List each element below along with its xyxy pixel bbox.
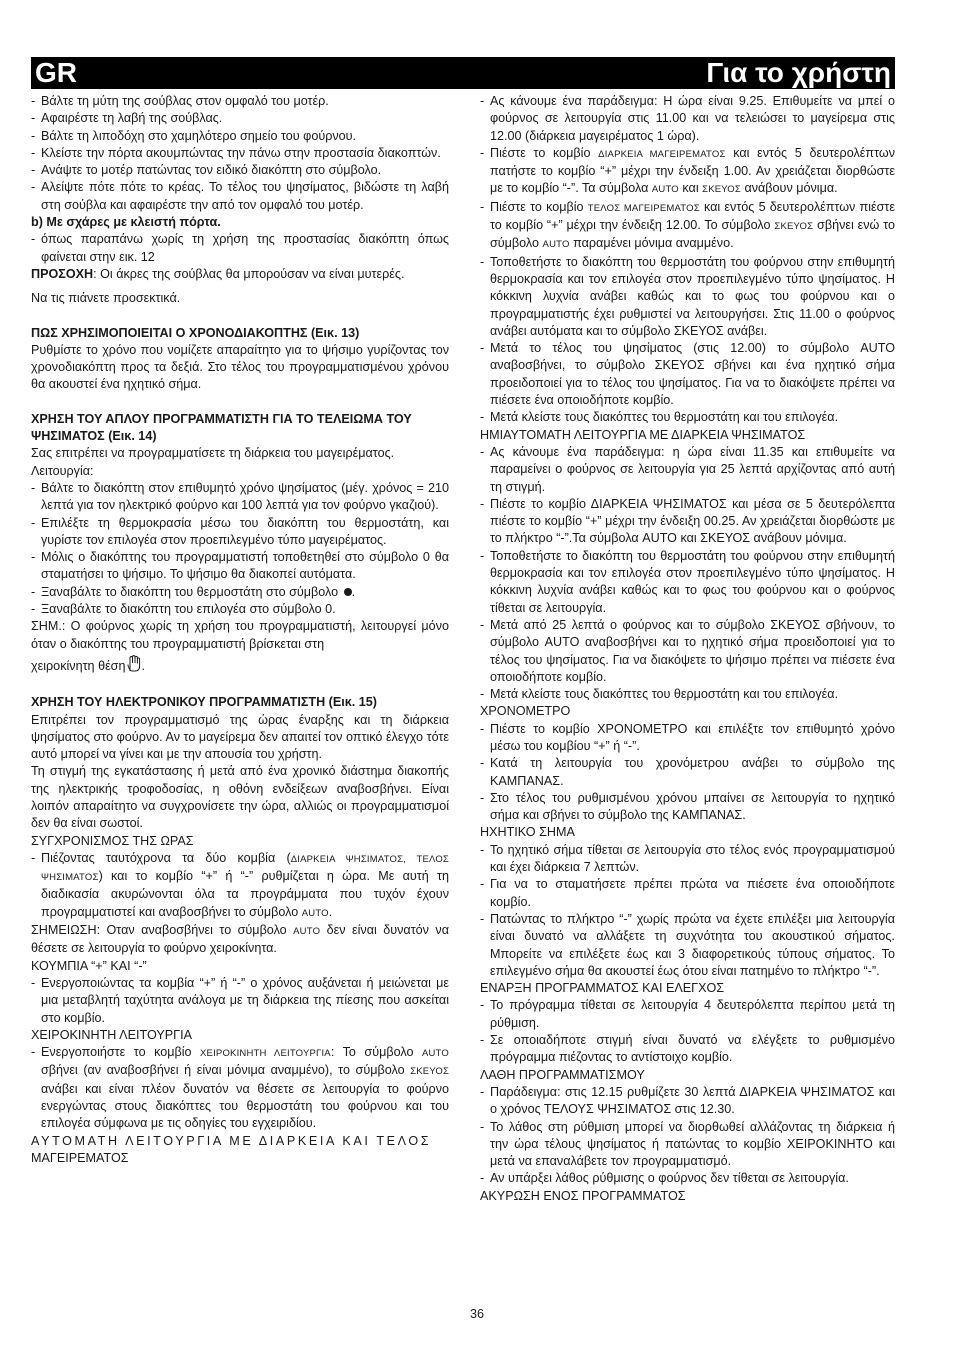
subheading-semi-auto: ΗΜΙΑΥΤΟΜΑΤΗ ΛΕΙΤΟΥΡΓΙΑ ΜΕ ΔΙΑΡΚΕΙΑ ΨΗΣΙΜΑΤΟΣ xyxy=(480,427,806,442)
list-item: - Ξαναβάλτε το διακόπτη του επιλογέα στο σύμβολο 0. xyxy=(31,601,449,618)
hand-icon xyxy=(127,655,141,677)
list-item: - Μόλις ο διακόπτης του προγραμματιστή τοποθετηθεί στο σύμβολο 0 θα σταματήσει το ψήσιμο. Το ψήσιμο θα διακοπεί αυτόματα. xyxy=(31,549,449,584)
list-item: - Αν υπάρξει λάθος ρύθμισης ο φούρνος δεν τίθεται σε λειτουργία. xyxy=(480,1170,895,1187)
operation-label: Λειτουργία: xyxy=(31,463,94,478)
list-item: - Μετά από 25 λεπτά ο φούρνος και το σύμβολο ΣΚΕΥΟΣ σβήνουν, το σύμβολο AUTO αναβοσβήνει και το ηχητικό σήμα προειδοποιεί για το τέλος του ψησίματος. Για να διακόψετε το ψήσιμο πρέπει να πιέσετε ένα οποιοδήποτε κομβίο. xyxy=(480,617,895,686)
duration-button-label: ΔΙΑΡΚΕΙΑ ΜΑΓΕΙΡΕΜΑΤΟΣ xyxy=(598,148,726,160)
list-item-text: ανάβουν μόνιμα. xyxy=(744,181,838,196)
subheading-auto: ΑΥΤΟΜΑΤΗ ΛΕΙΤΟΥΡΓΙΑ ΜΕ ΔΙΑΡΚΕΙΑ ΚΑΙ ΤΕΛΟΣ xyxy=(31,1133,432,1148)
pot-symbol-label: ΣΚΕΥΟΣ xyxy=(774,221,814,233)
note-text: ΣΗΜΕΙΩΣΗ: Οταν αναβοσβήνει το σύμβολο xyxy=(31,923,287,938)
manual-position-text: χειροκίνητη θέση xyxy=(31,658,126,673)
list-item: - Τοποθετήστε το διακόπτη του θερμοστάτη του φούρνου στην επιθυμητή θερμοκρασία και τον επιλογέα στον προεπιλεγμένο τύπο ψησίματος. Η κόκκινη λυχνία ανάβει καθώς και το φως του φούρνου και ο φούρνος τίθεται σε λειτουργία. xyxy=(480,548,895,617)
button-names: ΔΙΑΡΚΕΙΑ ΨΗΣΙΜΑΤΟΣ, ΤΕΛΟΣ ΨΗΣΙΜΑΤΟΣ xyxy=(41,853,449,884)
subheading-sound: ΗΧΗΤΙΚΟ ΣΗΜΑ xyxy=(480,825,575,840)
list-item: - Μετά το τέλος του ψησίματος (στις 12.00) το σύμβολο AUTO αναβοσβήνει, το σύμβολο ΣΚΕΥΟΣ σβήνει και ένα ηχητικό σήμα προειδοποιεί για το τέλος του ψησίματος. Για να το διακόψετε πρέπει να πιέσετε ένα οποιοδήποτε κομβίο. xyxy=(480,340,895,409)
end-button-label: ΤΕΛΟΣ ΜΑΓΕΙΡΕΜΑΤΟΣ xyxy=(587,202,700,214)
list-item-text: Πιέστε το κομβίο xyxy=(490,145,591,160)
subheading-cancel: ΑΚΥΡΩΣΗ ΕΝΟΣ ΠΡΟΓΡΑΜΜΑΤΟΣ xyxy=(480,1188,686,1203)
list-item: - Πατώντας το πλήκτρο “-” χωρίς πρώτα να έχετε επιλέξει μια λειτουργία είναι δυνατό να αλλάξετε τη συχνότητα του ακουστικού σήματος. Μπορείτε να επιλέξετε έως και 3 διαφορετικούς τύπους σήματος. Το επιλεγμένο σήμα θα ακουστεί έως ότου είναι πατημένο το πλήκτρο “-”. xyxy=(480,911,895,980)
page-title: Για το χρήστη xyxy=(706,57,891,88)
list-item: - Τοποθετήστε το διακόπτη του θερμοστάτη του φούρνου στην επιθυμητή θερμοκρασία και τον επιλογέα στον προεπιλεγμένο τύπο ψησίματος. Η κόκκινη λυχνία ανάβει καθώς και το φως του φούρνου και ο προγραμματιστής έχει ρυθμιστεί να λειτουργήσει. Στις 11.00 ο φούρνος ανάβει αυτόματα και το σύμβολο ΣΚΕΥΟΣ ανάβει. xyxy=(480,254,895,340)
paragraph: ΣΗΜ.: Ο φούρνος χωρίς τη χρήση του προγραμματιστή, λειτουργεί μόνο όταν ο διακόπτης του προγραμματιστή βρίσκεται στη xyxy=(31,619,449,651)
subheading-program-start: ΕΝΑΡΞΗ ΠΡΟΓΡΑΜΜΑΤΟΣ ΚΑΙ ΕΛΕΓΧΟΣ xyxy=(480,981,725,996)
pot-symbol-label: ΣΚΕΥΟΣ xyxy=(410,1066,450,1078)
list-item: - Το λάθος στη ρύθμιση μπορεί να διορθωθεί αλλάζοντας τη διάρκεια ή την ώρα τέλους ψησίματος ή πατώντας το κομβίο ΧΕΙΡΟΚΙΝΗΤΟ και μετά να επαναλάβετε τον προγραμματισμό. xyxy=(480,1119,895,1171)
manual-button-label: ΧΕΙΡΟΚΙΝΗΤΗ ΛΕΙΤΟΥΡΓΙΑ xyxy=(200,1048,331,1060)
list-item: - Πιέστε το κομβίο ΔΙΑΡΚΕΙΑ ΨΗΣΙΜΑΤΟΣ και μέσα σε 5 δευτερόλεπτα πιέστε το κομβίο “+” μέχρι την ένδειξη 00.25. Αν χρειάζεται διορθώστε με το πλήκτρο “-”.Τα σύμβολα AUTO και ΣΚΕΥΟΣ ανάβουν μόνιμα. xyxy=(480,496,895,548)
list-item xyxy=(31,1044,449,1132)
list-item-text: Ενεργοποιήστε το κομβίο xyxy=(41,1045,192,1060)
subheading-manual: ΧΕΙΡΟΚΙΝΗΤΗ ΛΕΙΤΟΥΡΓΙΑ xyxy=(31,1027,192,1042)
warning-text-2: Να τις πιάνετε προσεκτικά. xyxy=(31,291,181,306)
list-item: - Ας κάνουμε ένα παράδειγμα: Η ώρα είναι 9.25. Επιθυμείτε να μπεί ο φούρνος σε λειτουργία στις 11.00 και να τελειώσει το μαγείρεμα στις 12.00 (διάρκεια μαγειρέματος 1 ώρα). xyxy=(480,93,895,145)
warning-paragraph xyxy=(31,266,449,283)
list-item: - Ας κάνουμε ένα παράδειγμα: η ώρα είναι 11.35 και επιθυμείτε να παραμείνει ο φούρνος σε λειτουργία για 25 λεπτά αρχίζοντας από αυτή τη στιγμή. xyxy=(480,444,895,496)
paragraph: Ρυθμίστε το χρόνο που νομίζετε απαραίτητο για το ψήσιμο γυρίζοντας τον χρονοδιακόπτη προς τα δεξιά. Στο τέλος του προγραμματισμένου χρόνου θα ακουστεί ένα ηχητικό σήμα. xyxy=(31,342,449,392)
page-number: 36 xyxy=(469,1307,484,1321)
list-item: - Ενεργοποιώντας τα κομβία “+” ή “-” ο χρόνος αυξάνεται ή μειώνεται με μια μεταβλητή ταχύτητα ανάλογα με τη διάρκεια της πίεσης που ασκείται στο κομβίο. xyxy=(31,975,449,1027)
warning-text: : Οι άκρες της σούβλας θα μπορούσαν να είναι μυτερές. xyxy=(93,266,405,281)
auto-symbol-label: AUTO xyxy=(651,184,679,196)
list-item-text: ανάβει και είναι πλέον δυνατόν να θέσετε σε λειτουργία το φούρνο ενεργώντας στους διακόπτες του θερμοστάτη του φούρνου και του επιλογέα σύμφωνα με τις οδηγίες του εγχειριδίου. xyxy=(41,1081,449,1131)
list-item-text: Πιέζοντας ταυτόχρονα τα δύο κομβία ( xyxy=(41,850,291,865)
auto-symbol-label: AUTO xyxy=(421,1048,449,1060)
list-item: - Σε οποιαδήποτε στιγμή είναι δυνατό να ελέγξετε το ρυθμισμένο πρόγραμμα πιέζοντας το αντίστοιχο κομβίο. xyxy=(480,1032,895,1067)
list-item-text: : Το σύμβολο xyxy=(330,1045,414,1060)
note-text: δεν είναι δυνατόν να θέσετε σε λειτουργία το φούρνο χειροκίνητα. xyxy=(31,923,449,956)
list-item: - Κατά τη λειτουργία του χρονόμετρου ανάβει το σύμβολο της ΚΑΜΠΑΝΑΣ. xyxy=(480,755,895,790)
list-item: - Αφαιρέστε τη λαβή της σούβλας. xyxy=(31,110,449,127)
list-item: - Μετά κλείστε τους διακόπτες του θερμοστάτη και του επιλογέα. xyxy=(480,686,895,703)
list-item-text: Ξαναβάλτε το διακόπτη του θερμοστάτη στο σύμβολο xyxy=(41,584,339,599)
list-item xyxy=(480,199,895,254)
list-item: - Αλείψτε πότε πότε το κρέας. Το τέλος του ψησίματος, βιδώστε τη λαβή στη σούβλα και αφαιρέστε την από τον ομφαλό του μοτέρ. xyxy=(31,179,449,214)
subheading-errors: ΛΑΘΗ ΠΡΟΓΡΑΜΜΑΤΙΣΜΟΥ xyxy=(480,1067,645,1082)
heading-timer: ΠΩΣ ΧΡΗΣΙΜΟΠΟΙΕΙΤΑΙ Ο ΧΡΟΝΟΔΙΑΚΟΠΤΗΣ (Εικ. 13) xyxy=(31,325,360,340)
list-item: - Πιέζοντας ταυτόχρονα τα δύο κομβία (ΔΙΑΡΚΕΙΑ ΨΗΣΙΜΑΤΟΣ, ΤΕΛΟΣ ΨΗΣΙΜΑΤΟΣ) και το κομβίο “+” ή “-” ρυθμίζεται η ώρα. Με αυτή τη διαδικασία ακυρώνονται όλα τα προγράμματα που τυχόν έχουν προγραμματιστεί και αναβοσβήνει το σύμβολο AUTO. xyxy=(31,850,449,922)
warning-label: ΠΡΟΣΟΧΗ xyxy=(31,266,94,281)
list-item-text: παραμένει μόνιμα αναμμένο. xyxy=(573,236,734,251)
heading-simple-programmer: ΧΡΗΣΗ ΤΟΥ ΑΠΛΟΥ ΠΡΟΓΡΑΜΜΑΤΙΣΤΗ ΓΙΑ ΤΟ ΤΕΛΕΙΩΜΑ ΤΟΥ ΨΗΣΙΜΑΤΟΣ (Εικ. 14) xyxy=(31,411,412,444)
list-item: - Βάλτε τη λιποδόχη στο χαμηλότερο σημείο του φούρνου. xyxy=(31,128,449,145)
list-item: - Παράδειγμα: στις 12.15 ρυθμίζετε 30 λεπτά ΔΙΑΡΚΕΙΑ ΨΗΣΙΜΑΤΟΣ και ο χρόνος ΤΕΛΟΥΣ ΨΗΣΙΜΑΤΟΣ στις 12.30. xyxy=(480,1084,895,1119)
pot-symbol-label: ΣΚΕΥΟΣ xyxy=(702,184,741,196)
list-item: - Το ηχητικό σήμα τίθεται σε λειτουργία στο τέλος ενός προγραμματισμού και έχει διάρκεια 7 λεπτών. xyxy=(480,842,895,877)
heading-electronic-programmer: ΧΡΗΣΗ ΤΟΥ ΗΛΕΚΤΡΟΝΙΚΟΥ ΠΡΟΓΡΑΜΜΑΤΙΣΤΗ (Εικ. 15) xyxy=(31,695,377,710)
list-item-text: σβήνει ενώ το σύμβολο xyxy=(490,218,896,251)
list-item-text: ) και το κομβίο “+” ή “-” ρυθμίζεται η ώρα. Με αυτή τη διαδικασία ακυρώνονται όλα τα προγράμματα που τυχόν έχουν προγραμματιστεί και αναβοσβήνει το σύμβολο xyxy=(41,869,449,919)
language-code: GR xyxy=(35,57,77,88)
list-item: - Επιλέξτε τη θερμοκρασία μέσω του διακόπτη του θερμοστάτη, και γυρίστε τον επιλογέα στον προεπιλεγμένο τύπο μαγειρέματος. xyxy=(31,515,449,550)
paragraph: Επιτρέπει τον προγραμματισμό της ώρας έναρξης και τη διάρκεια ψησίματος στο φούρνο. Αν το μαγείρεμα δεν απαιτεί τον οπτικό έλεγχο τότε αυτό μπορεί να γίνει και με την απουσία του χρήστη. xyxy=(31,712,449,762)
list-item-text: Πιέστε το κομβίο xyxy=(490,199,584,214)
list-item: - Πιέστε το κομβίο ΧΡΟΝΟΜΕΤΡΟ και επιλέξτε τον επιθυμητό χρόνο μέσω του κομβίου “+” ή “-”. xyxy=(480,721,895,756)
subheading-buttons: ΚΟΥΜΠΙΑ “+” ΚΑΙ “-” xyxy=(31,958,147,973)
list-item: - Μετά κλείστε τους διακόπτες του θερμοστάτη και του επιλογέα. xyxy=(480,409,895,426)
paragraph: Σας επιτρέπει να προγραμματίσετε τη διάρκεια του μαγειρέματος. xyxy=(31,446,395,461)
left-column xyxy=(31,93,449,1167)
spacer xyxy=(31,308,449,325)
list-item-text: και εντός 5 δευτερολέπτων πατήστε το κομβίο “+” μέχρι την ένδειξη 1.00. Αν χρειάζεται διορθώστε με το κομβίο “-”. Τα σύμβολα xyxy=(490,145,896,196)
list-item-text: και εντός 5 δευτερολέπτων πιέστε το κομβίο “+” μέχρι την ένδειξη 12.00. Το σύμβολο xyxy=(490,199,896,233)
list-item: - όπως παραπάνω χωρίς τη χρήση της προστασίας διακόπτη όπως φαίνεται στην εικ. 12 xyxy=(31,231,449,266)
list-item: - Ανάψτε το μοτέρ πατώντας τον ειδικό διακόπτη στο σύμβολο. xyxy=(31,162,449,179)
list-item: - Το πρόγραμμα τίθεται σε λειτουργία 4 δευτερόλεπτα περίπου μετά τη ρύθμιση. xyxy=(480,997,895,1032)
paragraph: Τη στιγμή της εγκατάστασης ή μετά από ένα χρονικό διάστημα διακοπής της ηλεκτρικής τροφοδοσίας, η οθόνη ενδείξεων αναβοσβήνει. Είναι λοιπόν απαραίτητο να συγχρονίσετε την ώρα, αλλιώς οι προγραμματισμοί δεν θα είναι σωστοί. xyxy=(31,764,449,831)
spacer xyxy=(31,677,449,694)
list-item xyxy=(480,145,895,199)
auto-symbol-label: AUTO xyxy=(301,907,329,919)
subheading-chronometer: ΧΡΟΝΟΜΕΤΡΟ xyxy=(480,704,571,719)
list-item-text: και xyxy=(682,181,699,196)
page-header-bar xyxy=(31,57,895,89)
auto-symbol-label: AUTO xyxy=(542,239,570,251)
paragraph: χειροκίνητη θέση . xyxy=(31,655,449,677)
auto-symbol-label: AUTO xyxy=(293,926,321,938)
list-item: - Ξαναβάλτε το διακόπτη του θερμοστάτη στο σύμβολο . xyxy=(31,584,449,601)
list-item: - Βάλτε το διακόπτη στον επιθυμητό χρόνο ψησίματος (μέγ. χρόνος = 210 λεπτά για τον ηλεκτρικό φούρνο και 100 λεπτά για τον φούρνο γκαζιού). xyxy=(31,480,449,515)
right-column xyxy=(480,93,895,1205)
subheading-sync: ΣΥΓΧΡΟΝΙΣΜΟΣ ΤΗΣ ΩΡΑΣ xyxy=(31,833,194,848)
subheading-grills: b) Με σχάρες με κλειστή πόρτα. xyxy=(31,215,221,230)
note-paragraph xyxy=(31,922,449,958)
list-item-text: σβήνει (αν αναβοσβήνει ή είναι μόνιμα αναμμένο), το σύμβολο xyxy=(41,1063,405,1078)
subheading-auto-cont: ΜΑΓΕΙΡΕΜΑΤΟΣ xyxy=(31,1150,129,1165)
list-item: - Στο τέλος του ρυθμισμένου χρόνου μπαίνει σε λειτουργία το ηχητικό σήμα και σβήνει το σύμβολο της ΚΑΜΠΑΝΑΣ. xyxy=(480,790,895,825)
spacer xyxy=(31,394,449,411)
list-item: - Για να το σταματήσετε πρέπει πρώτα να πιέσετε ένα οποιοδήποτε κομβίο. xyxy=(480,876,895,911)
list-item: - Βάλτε τη μύτη της σούβλας στον ομφαλό του μοτέρ. xyxy=(31,93,449,110)
list-item: - Κλείστε την πόρτα ακουμπώντας την πάνω στην προστασία διακοπτών. xyxy=(31,145,449,162)
filled-circle-icon xyxy=(344,588,352,596)
